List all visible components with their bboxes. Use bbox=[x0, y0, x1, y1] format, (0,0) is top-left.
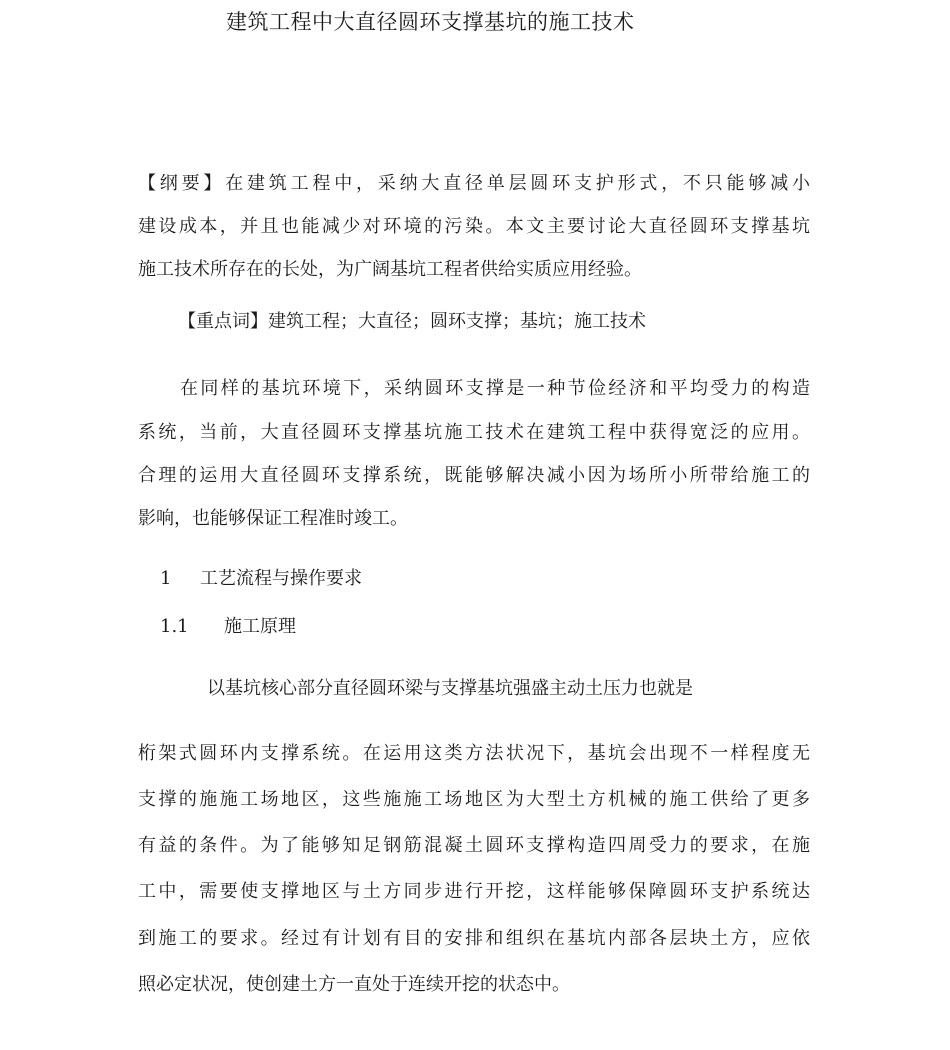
abstract-line-3: 施工技术所存在的长处，为广阔基坑工程者供给实质应用经验。 bbox=[138, 259, 642, 280]
keywords: 【重点词】建筑工程；大直径；圆环支撑；基坑；施工技术 bbox=[178, 311, 646, 332]
section-1-1-number: 1.1 bbox=[160, 616, 189, 637]
body-line-2: 桁架式圆环内支撑系统。在运用这类方法状况下，基坑会出现不一样程度无 bbox=[138, 743, 810, 764]
abstract-line-2: 建设成本，并且也能减少对环境的污染。本文主要讨论大直径圆环支撑基坑 bbox=[138, 216, 810, 237]
intro-line-3: 合理的运用大直径圆环支撑系统，既能够解决减小因为场所小所带给施工的 bbox=[138, 465, 810, 486]
section-1-1-title: 施工原理 bbox=[224, 616, 296, 637]
body-line-4: 有益的条件。为了能够知足钢筋混凝土圆环支撑构造四周受力的要求，在施 bbox=[138, 835, 810, 856]
body-line-3: 支撑的施施工场地区，这些施施工场地区为大型土方机械的施工供给了更多 bbox=[138, 789, 810, 810]
intro-line-1: 在同样的基坑环境下，采纳圆环支撑是一种节俭经济和平均受力的构造 bbox=[180, 378, 810, 399]
section-1-title: 工艺流程与操作要求 bbox=[200, 568, 362, 589]
intro-line-2: 系统，当前，大直径圆环支撑基坑施工技术在建筑工程中获得宽泛的应用。 bbox=[138, 422, 810, 443]
section-1-number: 1 bbox=[160, 568, 172, 589]
document-title: 建筑工程中大直径圆环支撑基坑的施工技术 bbox=[226, 10, 635, 34]
body-line-1: 以基坑核心部分直径圆环梁与支撑基坑强盛主动土压力也就是 bbox=[207, 678, 693, 699]
body-line-5: 工中，需要使支撑地区与土方同步进行开挖，这样能够保障圆环支护系统达 bbox=[138, 881, 810, 902]
body-line-6: 到施工的要求。经过有计划有目的安排和组织在基坑内部各层块土方，应依 bbox=[138, 928, 810, 949]
abstract-line-1: 【纲要】在建筑工程中，采纳大直径单层圆环支护形式，不只能够减小 bbox=[138, 173, 810, 194]
intro-line-4: 影响，也能够保证工程准时竣工。 bbox=[138, 508, 408, 529]
body-line-7: 照必定状况，使创建土方一直处于连续开挖的状态中。 bbox=[138, 974, 570, 995]
